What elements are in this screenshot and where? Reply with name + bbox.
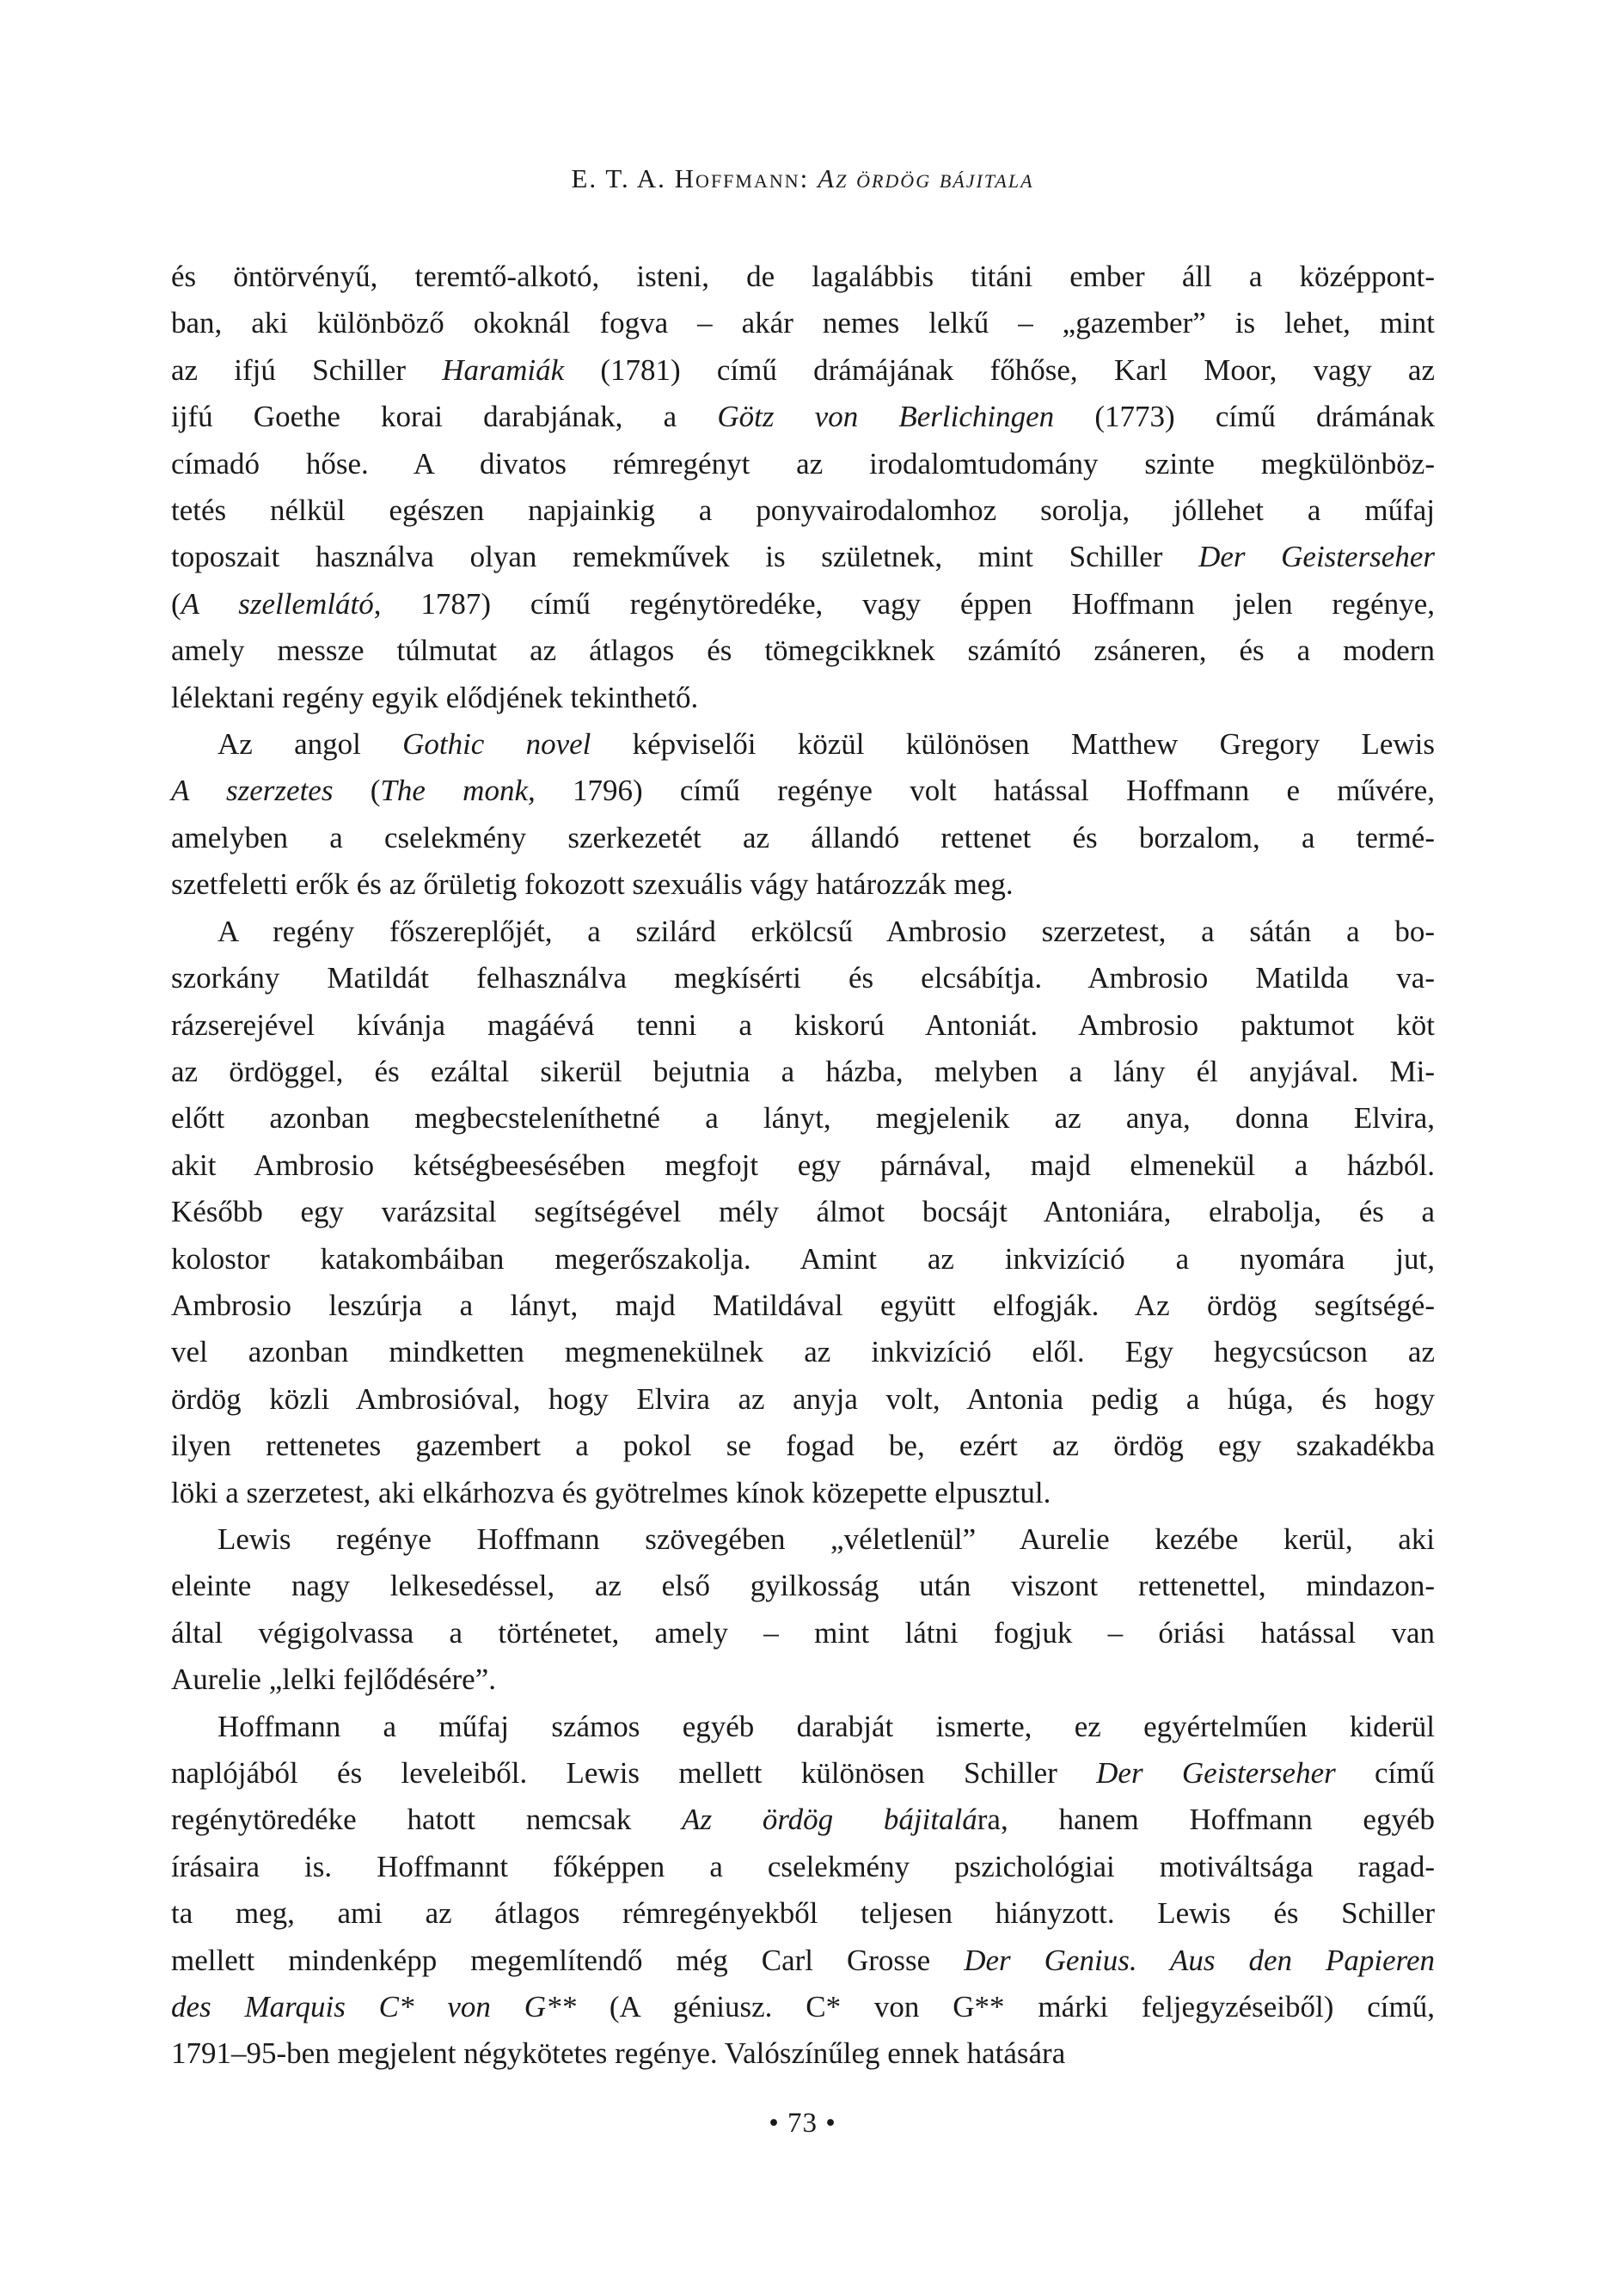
text-line — [171, 254, 1435, 300]
text-line — [171, 721, 1435, 768]
text-line — [171, 1329, 1435, 1375]
italic-text: A szerzetes — [171, 774, 334, 808]
text: az ördöggel, és ezáltal sikerül bejutnia a házba, melyben a lány él anyjával. Mi- — [171, 1054, 1435, 1088]
italic-text: The monk, — [380, 774, 536, 808]
text-line — [171, 1984, 1435, 2030]
text: ban, aki különböző okoknál fogva – akár nemes lelkű – „gazember” is lehet, mint — [171, 306, 1435, 340]
italic-text: Haramiák — [442, 352, 565, 387]
text: 1796) című regénye volt hatással Hoffmann e művére, — [535, 774, 1436, 808]
italic-text: Götz von Berlichingen — [717, 400, 1055, 434]
paragraph — [171, 1516, 1435, 1704]
text-line — [171, 1890, 1435, 1937]
text: (1773) című drámának — [1054, 400, 1436, 434]
text: eleinte nagy lelkesedéssel, az első gyilkosság után viszont rettenettel, mindazon- — [171, 1569, 1435, 1603]
text: (A géniusz. C* von G** márki feljegyzéseiből) című, — [576, 1990, 1435, 2024]
body-text — [171, 254, 1435, 2078]
text: amelyben a cselekmény szerkezetét az állandó rettenet és borzalom, a termé- — [171, 820, 1435, 854]
text-line — [171, 1283, 1435, 1329]
text-line — [171, 955, 1435, 1001]
italic-text: Der Geisterseher — [1198, 540, 1435, 574]
header-author: E. T. A. Hoffmann: — [571, 163, 810, 193]
text-line — [171, 1049, 1435, 1095]
italic-text: Der Geisterseher — [1096, 1756, 1336, 1790]
text: mellett mindenképp megemlítendő még Carl Grosse — [171, 1943, 965, 1977]
text-line — [171, 1470, 1435, 1516]
text: Lewis regénye Hoffmann szövegében „véletlenül” Aurelie kezébe kerül, aki — [217, 1521, 1435, 1556]
italic-text: A szellemlátó — [181, 586, 374, 621]
text: vel azonban mindketten megmenekülnek az inkvizíció elől. Egy hegycsúcson az — [171, 1335, 1435, 1369]
text: Aurelie „lelki fejlődésére”. — [171, 1662, 496, 1697]
text-line — [171, 909, 1435, 955]
text-line — [171, 861, 1435, 908]
text: ( — [333, 774, 381, 808]
text-line — [171, 1656, 1435, 1703]
text: című — [1335, 1756, 1436, 1790]
italic-text: Az ördög bájitalá — [682, 1803, 977, 1837]
text-line — [171, 1704, 1435, 1750]
text-line — [171, 1095, 1435, 1142]
text-line — [171, 1797, 1435, 1843]
text-line — [171, 2030, 1435, 2077]
italic-text: Gothic novel — [402, 727, 591, 762]
italic-text: Der Genius. Aus den Papieren — [964, 1943, 1435, 1977]
paragraph — [171, 254, 1435, 721]
running-header — [0, 163, 1605, 194]
text-line — [171, 441, 1435, 487]
text: amely messze túlmutat az átlagos és tömegcikknek számító zsáneren, és a modern — [171, 634, 1435, 668]
text-line — [171, 1750, 1435, 1797]
text: Ambrosio leszúrja a lányt, majd Matildával együtt elfogják. Az ördög segítségé- — [171, 1288, 1435, 1322]
header-book-title: Az ördög bájitala — [818, 163, 1034, 193]
text: (1781) című drámájának főhőse, Karl Moor, vagy az — [564, 352, 1435, 387]
text: regénytöredéke hatott nemcsak — [171, 1803, 683, 1837]
text-line — [171, 1142, 1435, 1189]
text-line — [171, 675, 1435, 721]
text-line — [171, 1236, 1435, 1283]
text: ördög közli Ambrosióval, hogy Elvira az anyja volt, Antonia pedig a húga, és hogy — [171, 1381, 1435, 1416]
text-line — [171, 581, 1435, 628]
text: rázserejével kívánja magáévá tenni a kiskorú Antoniát. Ambrosio paktumot köt — [171, 1007, 1435, 1042]
text: ilyen rettenetes gazembert a pokol se fogad be, ezért az ördög egy szakadékba — [171, 1429, 1435, 1463]
italic-text: des Marquis C* von G** — [171, 1990, 577, 2024]
text: akit Ambrosio kétségbeesésében megfojt egy párnával, majd elmenekül a házból. — [171, 1148, 1435, 1182]
text-line — [171, 1376, 1435, 1423]
text: , 1787) című regénytöredéke, vagy éppen Hoffmann jelen regénye, — [373, 586, 1435, 621]
text-line — [171, 815, 1435, 861]
text-line — [171, 1516, 1435, 1563]
text-line — [171, 347, 1435, 394]
text: előtt azonban megbecsteleníthetné a lányt, megjelenik az anya, donna Elvira, — [171, 1101, 1435, 1136]
text: ijfú Goethe korai darabjának, a — [171, 400, 718, 434]
text: naplójából és leveleiből. Lewis mellett különösen Schiller — [171, 1756, 1097, 1790]
text-line — [171, 300, 1435, 346]
text: írásaira is. Hoffmannt főképpen a cselekmény pszichológiai motiváltsága ragad- — [171, 1849, 1435, 1883]
text-line — [171, 534, 1435, 580]
text-line — [171, 1189, 1435, 1235]
page-number: • 73 • — [769, 2108, 836, 2139]
text-line — [171, 394, 1435, 440]
text: szetfeletti erők és az őrületig fokozott szexuális vágy határozzák meg. — [171, 867, 1014, 902]
text: Hoffmann a műfaj számos egyéb darabját ismerte, ez egyértelműen kiderül — [217, 1709, 1435, 1743]
text: által végigolvassa a történetet, amely – mint látni fogjuk – óriási hatással van — [171, 1615, 1435, 1650]
text-line — [171, 487, 1435, 534]
text: kolostor katakombáiban megerőszakolja. Amint az inkvizíció a nyomára jut, — [171, 1241, 1435, 1276]
text: Az angol — [217, 727, 403, 762]
text: ( — [171, 586, 181, 621]
text: az ifjú Schiller — [171, 352, 443, 387]
text: Később egy varázsital segítségével mély álmot bocsájt Antoniára, elrabolja, és a — [171, 1195, 1435, 1229]
paragraph — [171, 721, 1435, 909]
text: toposzait használva olyan remekművek is születnek, mint Schiller — [171, 540, 1199, 574]
text-line — [171, 1002, 1435, 1049]
text-line — [171, 768, 1435, 814]
text: löki a szerzetest, aki elkárhozva és gyötrelmes kínok közepette elpusztul. — [171, 1475, 1051, 1509]
text: lélektani regény egyik elődjének tekinthető. — [171, 680, 699, 714]
text: A regény főszereplőjét, a szilárd erkölcsű Ambrosio szerzetest, a sátán a bo- — [217, 914, 1435, 948]
text: szorkány Matildát felhasználva megkísérti és elcsábítja. Ambrosio Matilda va- — [171, 961, 1435, 995]
text: 1791–95-ben megjelent négykötetes regénye. Valószínűleg ennek hatására — [171, 2036, 1066, 2071]
paragraph — [171, 1704, 1435, 2078]
text-line — [171, 1610, 1435, 1656]
text: ta meg, ami az átlagos rémregényekből teljesen hiányzott. Lewis és Schiller — [171, 1896, 1435, 1931]
paragraph — [171, 909, 1435, 1516]
text: címadó hőse. A divatos rémregényt az irodalomtudomány szinte megkülönböz- — [171, 446, 1435, 481]
text-line — [171, 628, 1435, 674]
text: és öntörvényű, teremtő-alkotó, isteni, de lagalábbis titáni ember áll a középpont- — [171, 260, 1435, 293]
text-line — [171, 1844, 1435, 1890]
text-line — [171, 1423, 1435, 1469]
text: képviselői közül különösen Matthew Gregory Lewis — [591, 727, 1435, 762]
text: tetés nélkül egészen napjainkig a ponyvairodalomhoz sorolja, jóllehet a műfaj — [171, 493, 1435, 528]
text-line — [171, 1938, 1435, 1984]
text-line — [171, 1563, 1435, 1609]
text: ra, hanem Hoffmann egyéb — [977, 1803, 1436, 1837]
